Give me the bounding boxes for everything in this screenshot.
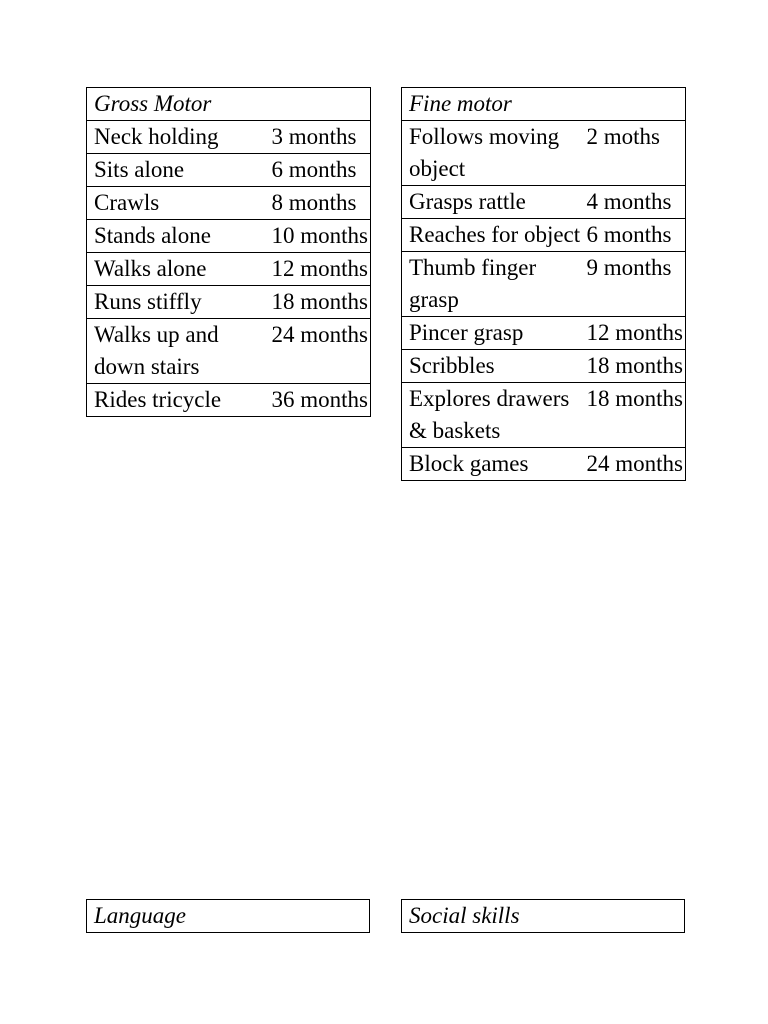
table-row — [402, 317, 686, 350]
table-row — [87, 253, 371, 286]
fine-motor-table — [401, 87, 686, 481]
milestone-age: 3 months — [272, 121, 371, 154]
table-row — [402, 186, 686, 219]
table-row — [87, 220, 371, 253]
milestone-age: 10 months — [272, 220, 371, 253]
milestone-age: 2 moths — [587, 121, 686, 186]
milestone-skill: Reaches for object — [402, 219, 587, 252]
milestone-skill: Follows moving object — [402, 121, 587, 186]
table-row — [402, 350, 686, 383]
milestone-skill: Walks alone — [87, 253, 272, 286]
milestone-skill: Crawls — [87, 187, 272, 220]
milestone-age: 36 months — [272, 384, 371, 417]
table-row — [402, 383, 686, 448]
milestone-age: 18 months — [587, 383, 686, 448]
table-header-row — [402, 88, 686, 121]
milestone-age: 8 months — [272, 187, 371, 220]
milestone-age: 12 months — [587, 317, 686, 350]
social-skills-table — [401, 899, 685, 933]
table-row — [87, 121, 371, 154]
milestone-age: 9 months — [587, 252, 686, 317]
table-row — [87, 319, 371, 384]
table-header-row — [87, 900, 370, 933]
table-row — [87, 154, 371, 187]
milestone-age: 6 months — [587, 219, 686, 252]
language-title: Language — [87, 900, 370, 933]
fine-motor-title: Fine motor — [402, 88, 686, 121]
milestone-skill: Grasps rattle — [402, 186, 587, 219]
table-header-row — [87, 88, 371, 121]
gross-motor-table — [86, 87, 371, 417]
milestone-age: 6 months — [272, 154, 371, 187]
milestone-age: 24 months — [272, 319, 371, 384]
table-row — [87, 187, 371, 220]
milestone-age: 18 months — [272, 286, 371, 319]
milestone-skill: Scribbles — [402, 350, 587, 383]
milestone-age: 18 months — [587, 350, 686, 383]
milestone-skill: Walks up and down stairs — [87, 319, 272, 384]
table-row — [402, 252, 686, 317]
table-row — [87, 286, 371, 319]
gross-motor-title: Gross Motor — [87, 88, 371, 121]
milestone-skill: Block games — [402, 448, 587, 481]
milestone-skill: Neck holding — [87, 121, 272, 154]
milestone-skill: Rides tricycle — [87, 384, 272, 417]
milestone-age: 24 months — [587, 448, 686, 481]
milestone-skill: Thumb finger grasp — [402, 252, 587, 317]
social-skills-title: Social skills — [402, 900, 685, 933]
milestone-skill: Stands alone — [87, 220, 272, 253]
table-row — [402, 219, 686, 252]
milestone-skill: Sits alone — [87, 154, 272, 187]
table-row — [402, 448, 686, 481]
milestone-skill: Pincer grasp — [402, 317, 587, 350]
milestone-skill: Runs stiffly — [87, 286, 272, 319]
table-row — [402, 121, 686, 186]
language-table — [86, 899, 370, 933]
milestone-age: 4 months — [587, 186, 686, 219]
milestone-age: 12 months — [272, 253, 371, 286]
table-header-row — [402, 900, 685, 933]
milestone-skill: Explores drawers & baskets — [402, 383, 587, 448]
table-row — [87, 384, 371, 417]
